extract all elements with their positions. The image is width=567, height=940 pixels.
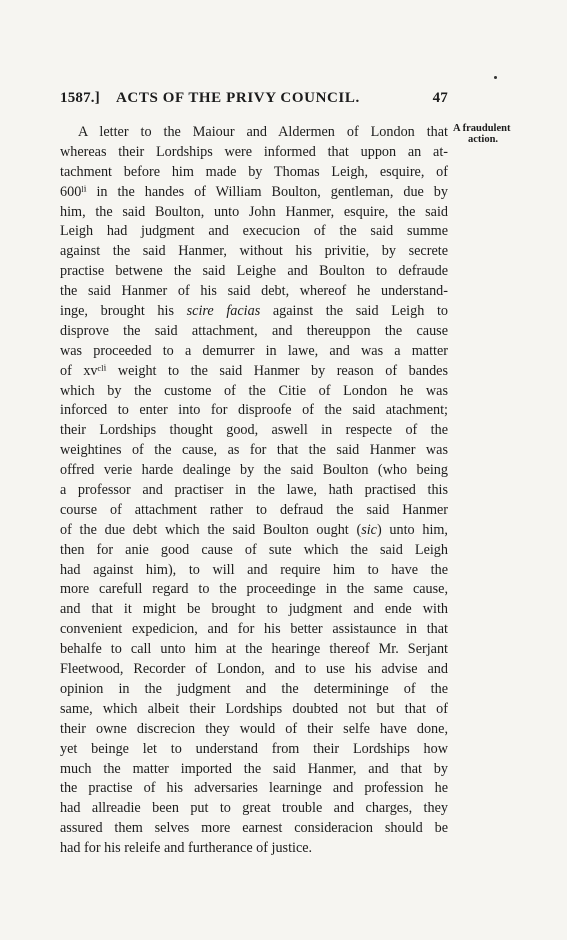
body-line: same, which albeit their Lordships doubted not but that of bbox=[60, 700, 448, 717]
body-line: course of attachment rather to defraud the said Hanmer bbox=[60, 501, 448, 518]
body-line: him, the said Boulton, unto John Hanmer, esquire, the said bbox=[60, 203, 448, 220]
body-line: convenient expedicion, and for his better assistaunce in that bbox=[60, 621, 448, 638]
body-line: 600ˡⁱ in the handes of William Boulton, gentleman, due by bbox=[60, 183, 448, 200]
body-line: the said Hanmer of his said debt, whereof he understand- bbox=[60, 283, 448, 300]
margin-note bbox=[453, 124, 523, 145]
body-line: A letter to the Maiour and Aldermen of London that bbox=[78, 124, 448, 140]
body-line: behalfe to call unto him at the hearinge thereof Mr. Serjant bbox=[60, 641, 448, 658]
page-number: 47 bbox=[432, 90, 448, 106]
body-line: their owne discrecion they would of their selfe have done, bbox=[60, 720, 448, 737]
body-line: Fleetwood, Recorder of London, and to use his advise and bbox=[60, 661, 448, 678]
body-line: a professor and practiser in the lawe, hath practised this bbox=[60, 482, 448, 499]
body-line: against the said Hanmer, without his privitie, by secrete bbox=[60, 243, 448, 260]
body-line: whereas their Lordships were informed that uppon an at- bbox=[60, 143, 448, 160]
body-line: of the due debt which the said Boulton ought (sic) unto him, bbox=[60, 521, 448, 538]
body-line: yet beinge let to understand from their Lordships how bbox=[60, 740, 448, 757]
body-line: of xvᶜˡⁱ weight to the said Hanmer by reason of bandes bbox=[60, 362, 448, 379]
body-line: disprove the said attachment, and thereuppon the cause bbox=[60, 322, 448, 339]
body-line: had against him), to will and require him to have the bbox=[60, 561, 448, 578]
body-line: Leigh had judgment and execucion of the said summe bbox=[60, 223, 448, 240]
body-line: had for his releife and furtherance of justice. bbox=[60, 840, 313, 857]
margin-note-line-1: A fraudulent bbox=[453, 123, 511, 134]
body-line: was proceeded to a demurrer in lawe, and was a matter bbox=[60, 342, 448, 359]
body-line: the practise of his adversaries learninge and profession he bbox=[60, 780, 448, 797]
running-header bbox=[60, 90, 448, 110]
body-line: much the matter imported the said Hanmer, and that by bbox=[60, 760, 448, 777]
body-line: offred verie harde dealinge by the said Boulton (who being bbox=[60, 462, 448, 479]
body-line: tachment before him made by Thomas Leigh, esquire, of bbox=[60, 163, 448, 180]
body-line: weightines of the cause, as for that the said Hanmer was bbox=[60, 442, 448, 459]
body-line: assured them selves more earnest consideracion should be bbox=[60, 820, 448, 837]
body-line: their Lordships thought good, aswell in respecte of the bbox=[60, 422, 448, 439]
body-line: opinion in the judgment and the determininge of the bbox=[60, 680, 448, 697]
body-line: more carefull regard to the proceedinge in the same cause, bbox=[60, 581, 448, 598]
body-line: had allreadie been put to great trouble and charges, they bbox=[60, 800, 448, 817]
margin-note-line-2: action. bbox=[468, 133, 499, 145]
body-paragraph bbox=[60, 123, 448, 859]
speck bbox=[494, 76, 497, 79]
body-line: practise betwene the said Leighe and Boulton to defraude bbox=[60, 263, 448, 280]
body-line: and that it might be brought to judgment and ende with bbox=[60, 601, 448, 618]
body-line: inforced to enter into for disproofe of the said atachment; bbox=[60, 402, 448, 419]
header-title: ACTS OF THE PRIVY COUNCIL. bbox=[116, 90, 360, 106]
header-year: 1587.] bbox=[60, 90, 100, 106]
body-line: then for anie good cause of sute which the said Leigh bbox=[60, 541, 448, 558]
body-line: inge, brought his scire facias against the said Leigh to bbox=[60, 303, 448, 320]
body-line: which by the custome of the Citie of London he was bbox=[60, 382, 448, 399]
